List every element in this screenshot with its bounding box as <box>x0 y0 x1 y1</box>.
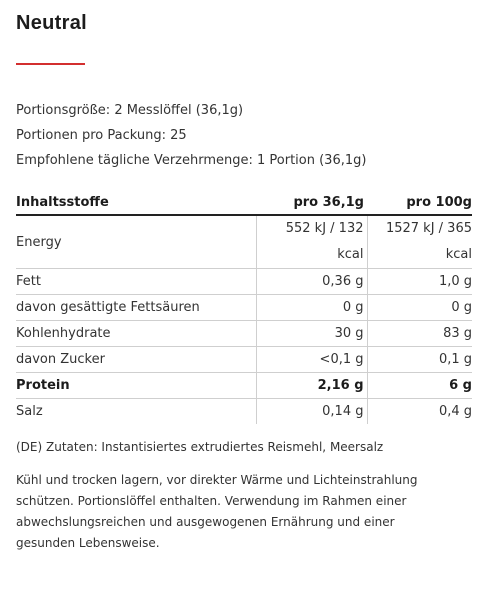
serving-info <box>16 98 472 173</box>
table-row-protein <box>16 373 472 399</box>
row-value-per-100g: 6 g <box>367 373 472 399</box>
energy-per-100g <box>367 215 472 269</box>
storage-line: schützen. Portionslöffel enthalten. Verwendung im Rahmen einer <box>16 494 407 508</box>
title-accent-divider <box>16 63 85 65</box>
serving-size: Portionsgröße: 2 Messlöffel (36,1g) <box>16 103 244 118</box>
row-label: Protein <box>16 373 256 399</box>
product-title: Neutral <box>16 12 88 34</box>
header-per-serving: pro 36,1g <box>256 190 367 215</box>
storage-line: gesunden Lebensweise. <box>16 536 160 550</box>
table-row-carbohydrates <box>16 321 472 347</box>
row-value-per-serving: 0 g <box>256 295 367 321</box>
energy-per-serving <box>256 215 367 269</box>
row-value-per-serving: 2,16 g <box>256 373 367 399</box>
row-label: Kohlenhydrate <box>16 321 256 347</box>
row-label: Fett <box>16 269 256 295</box>
energy-per-serving-kj: 552 kJ / 132 <box>285 221 364 236</box>
header-per-100g: pro 100g <box>367 190 472 215</box>
table-row-energy <box>16 215 472 269</box>
table-row-fat <box>16 269 472 295</box>
row-value-per-100g: 0,1 g <box>367 347 472 373</box>
row-value-per-serving: 0,36 g <box>256 269 367 295</box>
energy-per-100g-kcal: kcal <box>445 247 472 262</box>
nutrition-table <box>16 190 472 424</box>
servings-per-pack: Portionen pro Packung: 25 <box>16 128 187 143</box>
storage-line: abwechslungsreichen und ausgewogenen Ernährung und einer <box>16 515 395 529</box>
storage-line: Kühl und trocken lagern, vor direkter Wärme und Lichteinstrahlung <box>16 473 418 487</box>
row-value-per-serving: <0,1 g <box>256 347 367 373</box>
row-value-per-100g: 1,0 g <box>367 269 472 295</box>
energy-per-serving-kcal: kcal <box>337 247 364 262</box>
header-ingredients: Inhaltsstoffe <box>16 190 256 215</box>
row-label: Salz <box>16 399 256 425</box>
table-row-saturated-fat <box>16 295 472 321</box>
recommended-intake: Empfohlene tägliche Verzehrmenge: 1 Portion (36,1g) <box>16 153 367 168</box>
ingredients-text: (DE) Zutaten: Instantisiertes extrudiertes Reismehl, Meersalz <box>16 440 384 454</box>
table-row-sugar <box>16 347 472 373</box>
energy-label: Energy <box>16 215 256 269</box>
row-value-per-100g: 83 g <box>367 321 472 347</box>
table-row-salt <box>16 399 472 425</box>
row-label: davon gesättigte Fettsäuren <box>16 295 256 321</box>
row-value-per-100g: 0,4 g <box>438 404 472 419</box>
energy-per-100g-kj: 1527 kJ / 365 <box>385 221 472 236</box>
row-label: davon Zucker <box>16 347 256 373</box>
table-header-row <box>16 190 472 215</box>
storage-instructions <box>16 470 476 554</box>
row-value-per-serving: 0,14 g <box>256 399 367 425</box>
row-value-per-100g: 0 g <box>367 295 472 321</box>
row-value-per-serving: 30 g <box>256 321 367 347</box>
